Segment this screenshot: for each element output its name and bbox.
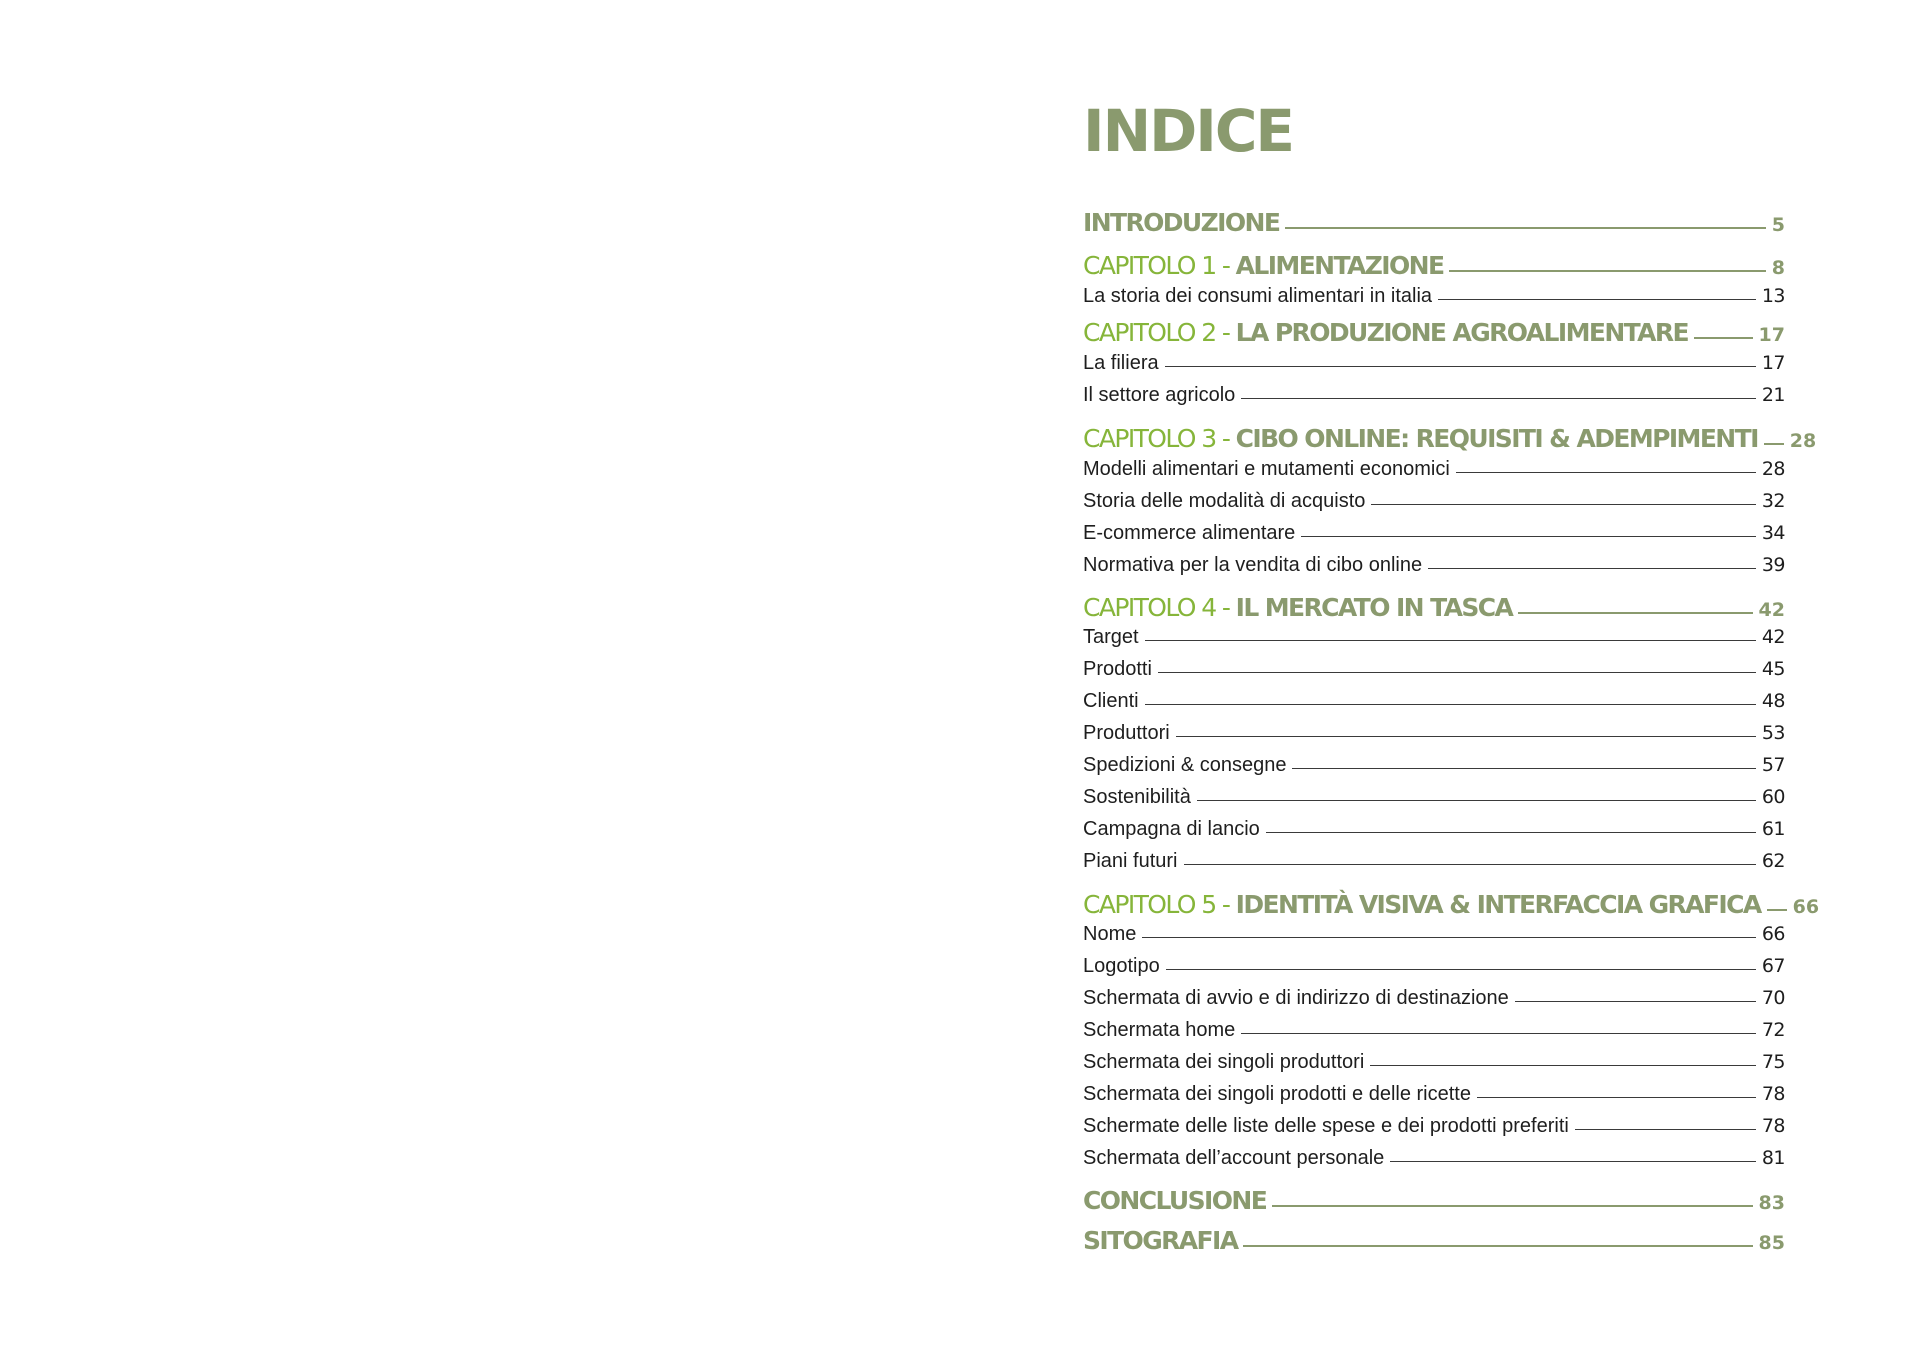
section-label: Modelli alimentari e mutamenti economici [1083, 458, 1450, 480]
toc-bibliography-page: 85 [1758, 1232, 1785, 1254]
toc-section[interactable] [1083, 722, 1785, 745]
toc-section[interactable] [1083, 955, 1785, 978]
section-label: Schermata dei singoli prodotti e delle ricette [1083, 1083, 1471, 1105]
dotted-leader [1390, 1161, 1756, 1162]
chapter-number: CAPITOLO 5 - [1083, 890, 1236, 919]
toc-section[interactable] [1083, 285, 1785, 308]
dotted-leader [1449, 270, 1765, 272]
section-page: 32 [1761, 490, 1785, 512]
section-label: Produttori [1083, 722, 1170, 744]
section-label: Piani futuri [1083, 850, 1178, 872]
section-label: Il settore agricolo [1083, 384, 1236, 406]
toc-section[interactable] [1083, 1147, 1785, 1170]
section-page: 13 [1761, 285, 1785, 307]
dotted-leader [1158, 672, 1756, 673]
toc-section[interactable] [1083, 490, 1785, 513]
dotted-leader [1241, 398, 1756, 399]
dotted-leader [1184, 864, 1756, 865]
chapter-page: 42 [1758, 599, 1785, 621]
section-label: La filiera [1083, 352, 1159, 374]
dotted-leader [1145, 704, 1756, 705]
toc-section[interactable] [1083, 554, 1785, 577]
section-label: Campagna di lancio [1083, 818, 1260, 840]
section-label: Clienti [1083, 690, 1139, 712]
dotted-leader [1575, 1129, 1756, 1130]
toc-chapter-3[interactable] [1083, 424, 1817, 453]
dotted-leader [1694, 337, 1753, 339]
dotted-leader [1764, 443, 1784, 445]
section-label: Schermata dell’account personale [1083, 1147, 1385, 1169]
toc-chapter-2[interactable] [1083, 318, 1785, 347]
section-page: 70 [1761, 987, 1785, 1009]
section-page: 21 [1761, 384, 1785, 406]
chapter-title: IL MERCATO IN TASCA [1235, 593, 1513, 622]
toc-section[interactable] [1083, 850, 1785, 873]
section-label: Logotipo [1083, 955, 1160, 977]
chapter-title: IDENTITÀ VISIVA & INTERFACCIA GRAFICA [1235, 890, 1761, 919]
chapter-page: 8 [1771, 257, 1785, 279]
toc-bibliography[interactable] [1083, 1226, 1785, 1255]
dotted-leader [1142, 937, 1755, 938]
dotted-leader [1518, 612, 1752, 614]
section-label: Schermata home [1083, 1019, 1236, 1041]
section-label: Target [1083, 626, 1139, 648]
toc-chapter-4[interactable] [1083, 593, 1785, 622]
toc-section[interactable] [1083, 1083, 1785, 1106]
chapter-number: CAPITOLO 2 - [1083, 318, 1236, 347]
dotted-leader [1241, 1033, 1756, 1034]
chapter-title: ALIMENTAZIONE [1235, 251, 1444, 280]
toc-introduction-page: 5 [1771, 214, 1785, 236]
dotted-leader [1166, 969, 1756, 970]
dotted-leader [1285, 227, 1765, 229]
section-label: E-commerce alimentare [1083, 522, 1296, 544]
dotted-leader [1428, 568, 1756, 569]
right-page [960, 0, 1920, 1355]
section-page: 78 [1761, 1083, 1785, 1105]
dotted-leader [1272, 1205, 1752, 1207]
dotted-leader [1145, 640, 1756, 641]
dotted-leader [1371, 504, 1755, 505]
dotted-leader [1767, 909, 1787, 911]
toc-section[interactable] [1083, 384, 1785, 407]
toc-title: INDICE [1083, 97, 1294, 165]
section-page: 34 [1761, 522, 1785, 544]
toc-conclusion-page: 83 [1758, 1192, 1785, 1214]
toc-section[interactable] [1083, 754, 1785, 777]
chapter-number: CAPITOLO 3 - [1083, 424, 1236, 453]
section-label: Schermata dei singoli produttori [1083, 1051, 1365, 1073]
toc-section[interactable] [1083, 458, 1785, 481]
toc-conclusion[interactable] [1083, 1186, 1785, 1215]
toc-section[interactable] [1083, 626, 1785, 649]
section-page: 57 [1761, 754, 1785, 776]
section-page: 60 [1761, 786, 1785, 808]
dotted-leader [1165, 366, 1756, 367]
section-label: Prodotti [1083, 658, 1152, 680]
dotted-leader [1515, 1001, 1756, 1002]
dotted-leader [1292, 768, 1755, 769]
section-label: Spedizioni & consegne [1083, 754, 1287, 776]
toc-introduction-label: INTRODUZIONE [1083, 208, 1280, 237]
toc-section[interactable] [1083, 1051, 1785, 1074]
toc-section[interactable] [1083, 1019, 1785, 1042]
section-page: 75 [1761, 1051, 1785, 1073]
dotted-leader [1197, 800, 1756, 801]
toc-section[interactable] [1083, 818, 1785, 841]
toc-section[interactable] [1083, 923, 1785, 946]
section-page: 53 [1761, 722, 1785, 744]
toc-section[interactable] [1083, 658, 1785, 681]
section-label: Normativa per la vendita di cibo online [1083, 554, 1423, 576]
chapter-title: LA PRODUZIONE AGROALIMENTARE [1235, 318, 1689, 347]
dotted-leader [1243, 1245, 1752, 1247]
section-page: 45 [1761, 658, 1785, 680]
toc-section[interactable] [1083, 786, 1785, 809]
chapter-page: 66 [1792, 896, 1820, 918]
toc-introduction[interactable] [1083, 208, 1785, 237]
toc-section[interactable] [1083, 987, 1785, 1010]
dotted-leader [1301, 536, 1756, 537]
section-page: 48 [1761, 690, 1785, 712]
chapter-number: CAPITOLO 1 - [1083, 251, 1236, 280]
dotted-leader [1266, 832, 1756, 833]
section-label: Schermata di avvio e di indirizzo di destinazione [1083, 987, 1509, 1009]
section-page: 61 [1761, 818, 1785, 840]
chapter-number: CAPITOLO 4 - [1083, 593, 1236, 622]
dotted-leader [1456, 472, 1756, 473]
section-label: Nome [1083, 923, 1137, 945]
section-label: Sostenibilità [1083, 786, 1191, 808]
dotted-leader [1438, 299, 1756, 300]
section-page: 78 [1761, 1115, 1785, 1137]
section-page: 39 [1761, 554, 1785, 576]
section-page: 66 [1761, 923, 1785, 945]
section-page: 67 [1761, 955, 1785, 977]
section-page: 42 [1761, 626, 1785, 648]
section-page: 62 [1761, 850, 1785, 872]
section-page: 81 [1761, 1147, 1785, 1169]
section-label: Storia delle modalità di acquisto [1083, 490, 1366, 512]
toc-chapter-1[interactable] [1083, 251, 1785, 280]
dotted-leader [1477, 1097, 1756, 1098]
section-label: Schermate delle liste delle spese e dei prodotti preferiti [1083, 1115, 1569, 1137]
chapter-title: CIBO ONLINE: REQUISITI & ADEMPIMENTI [1235, 424, 1758, 453]
dotted-leader [1176, 736, 1756, 737]
section-page: 28 [1761, 458, 1785, 480]
section-page: 72 [1761, 1019, 1785, 1041]
toc-section[interactable] [1083, 522, 1785, 545]
toc-chapter-5[interactable] [1083, 890, 1820, 919]
toc-section[interactable] [1083, 352, 1785, 375]
toc-bibliography-label: SITOGRAFIA [1083, 1226, 1238, 1255]
chapter-page: 28 [1789, 430, 1817, 452]
toc-section[interactable] [1083, 1115, 1785, 1138]
section-page: 17 [1761, 352, 1785, 374]
section-label: La storia dei consumi alimentari in italia [1083, 285, 1433, 307]
toc-conclusion-label: CONCLUSIONE [1083, 1186, 1267, 1215]
toc-section[interactable] [1083, 690, 1785, 713]
dotted-leader [1370, 1065, 1756, 1066]
chapter-page: 17 [1758, 324, 1785, 346]
